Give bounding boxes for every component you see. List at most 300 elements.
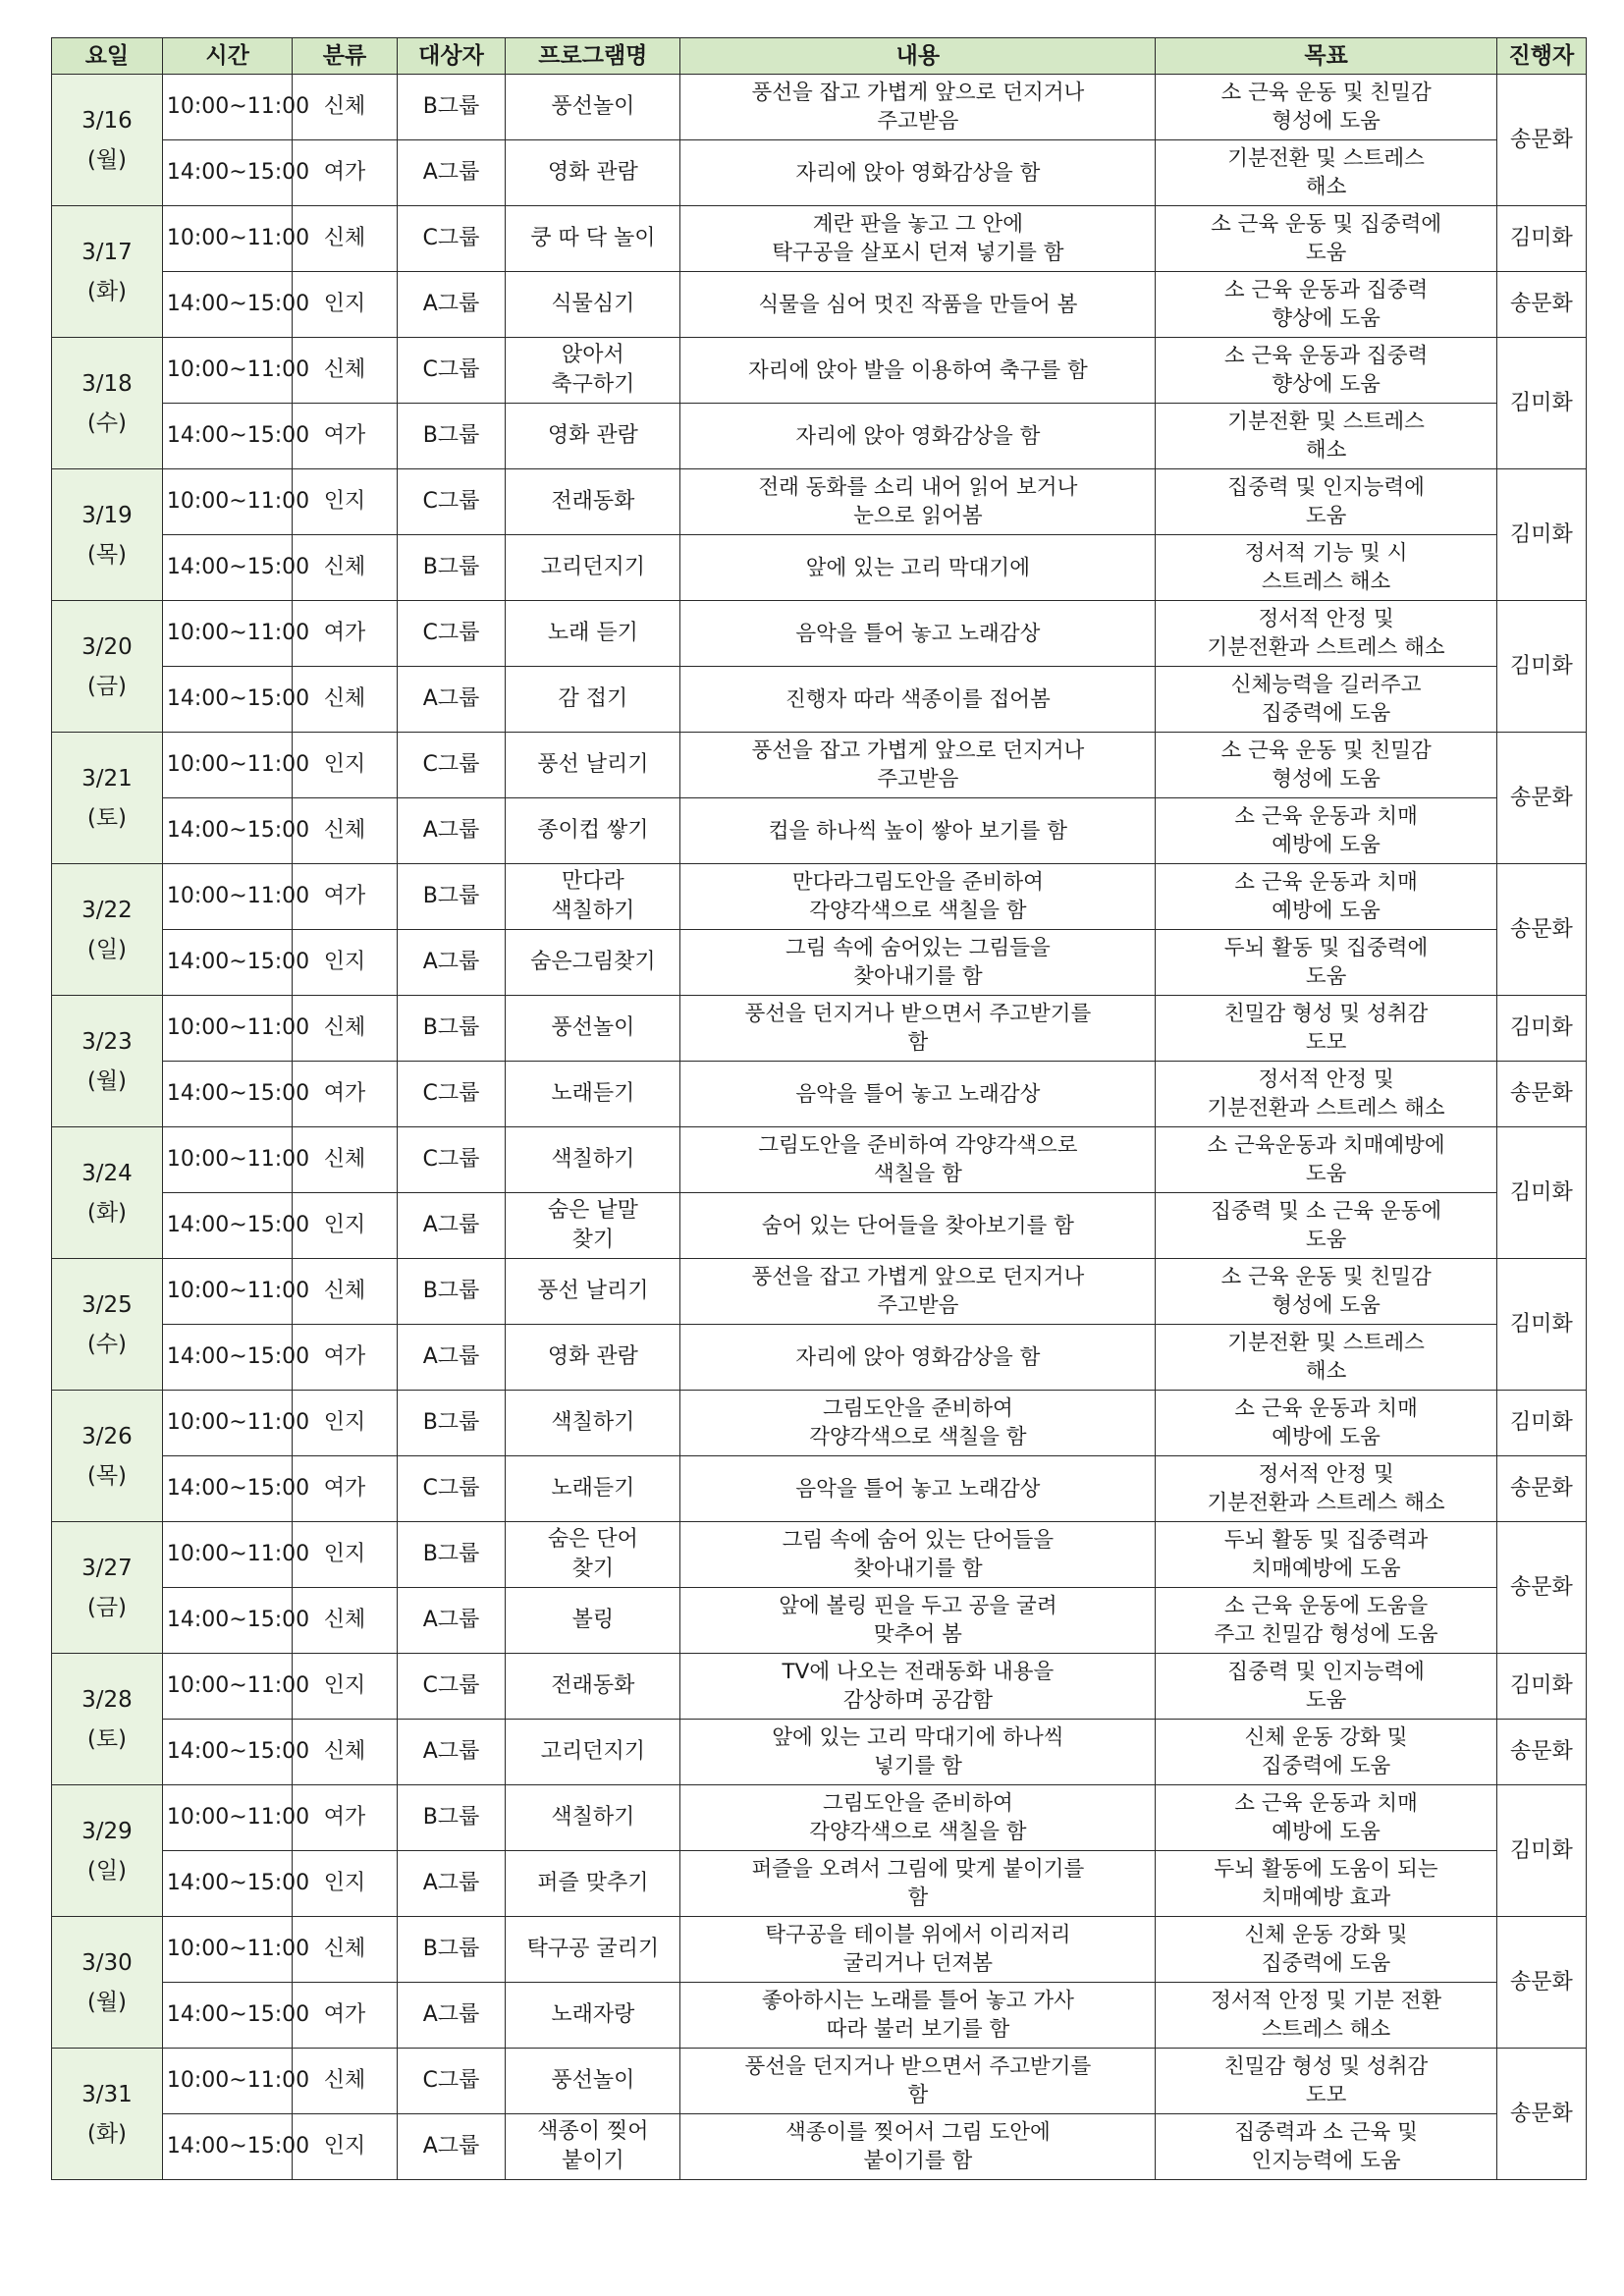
leader-cell: 송문화 <box>1496 75 1586 206</box>
program-cell: 식물심기 <box>506 272 680 338</box>
time-cell: 14:00~15:00 <box>162 404 292 469</box>
goal-cell: 소 근육운동과 치매예방에 도움 <box>1156 1127 1496 1193</box>
goal-cell: 두뇌 활동에 도움이 되는 치매예방 효과 <box>1156 1851 1496 1917</box>
target-cell: A그룹 <box>397 1851 506 1917</box>
table-row <box>52 140 1587 206</box>
target-cell: A그룹 <box>397 140 506 206</box>
target-cell: A그룹 <box>397 272 506 338</box>
category-cell: 신체 <box>293 798 397 864</box>
day-cell <box>52 864 163 996</box>
content-cell: 앞에 있는 고리 막대기에 하나씩 넣기를 함 <box>680 1720 1156 1785</box>
category-cell: 인지 <box>293 1522 397 1588</box>
table-row <box>52 601 1587 667</box>
target-cell: B그룹 <box>397 864 506 930</box>
goal-cell: 집중력과 소 근육 및 인지능력에 도움 <box>1156 2114 1496 2180</box>
weekday-label: (토) <box>86 1725 128 1752</box>
leader-cell: 송문화 <box>1496 1917 1586 2049</box>
content-cell: 풍선을 던지거나 받으면서 주고받기를 함 <box>680 996 1156 1062</box>
target-cell: C그룹 <box>397 338 506 404</box>
goal-cell: 정서적 안정 및 기분전환과 스트레스 해소 <box>1156 601 1496 667</box>
header-leader: 진행자 <box>1496 38 1586 75</box>
date-label: 3/29 <box>81 1818 133 1844</box>
leader-cell: 송문화 <box>1496 1720 1586 1785</box>
table-row <box>52 667 1587 733</box>
table-row <box>52 1456 1587 1522</box>
date-label: 3/23 <box>81 1028 133 1055</box>
program-cell: 색칠하기 <box>506 1785 680 1851</box>
time-cell: 14:00~15:00 <box>162 1588 292 1654</box>
date-label: 3/16 <box>81 107 133 134</box>
program-cell: 색칠하기 <box>506 1127 680 1193</box>
time-cell: 14:00~15:00 <box>162 140 292 206</box>
category-cell: 여가 <box>293 1785 397 1851</box>
header-time: 시간 <box>162 38 292 75</box>
leader-cell: 김미화 <box>1496 338 1586 469</box>
category-cell: 신체 <box>293 1917 397 1983</box>
header-target: 대상자 <box>397 38 506 75</box>
category-cell: 인지 <box>293 272 397 338</box>
content-cell: 음악을 틀어 놓고 노래감상 <box>680 1456 1156 1522</box>
weekday-label: (금) <box>86 673 128 699</box>
leader-cell: 김미화 <box>1496 996 1586 1062</box>
target-cell: B그룹 <box>397 1522 506 1588</box>
time-cell: 10:00~11:00 <box>162 1917 292 1983</box>
table-row <box>52 338 1587 404</box>
program-cell: 노래듣기 <box>506 1456 680 1522</box>
time-cell: 10:00~11:00 <box>162 1391 292 1456</box>
day-cell <box>52 1917 163 2049</box>
target-cell: B그룹 <box>397 1391 506 1456</box>
table-row <box>52 864 1587 930</box>
content-cell: 식물을 심어 멋진 작품을 만들어 봄 <box>680 272 1156 338</box>
day-cell <box>52 469 163 601</box>
content-cell: 탁구공을 테이블 위에서 이리저리 굴리거나 던져봄 <box>680 1917 1156 1983</box>
weekday-label: (월) <box>86 146 128 173</box>
content-cell: 앞에 볼링 핀을 두고 공을 굴려 맞추어 봄 <box>680 1588 1156 1654</box>
program-cell: 색종이 찢어 붙이기 <box>506 2114 680 2180</box>
date-label: 3/22 <box>81 897 133 923</box>
target-cell: B그룹 <box>397 1917 506 1983</box>
day-cell <box>52 1522 163 1654</box>
time-cell: 14:00~15:00 <box>162 272 292 338</box>
category-cell: 인지 <box>293 2114 397 2180</box>
time-cell: 14:00~15:00 <box>162 2114 292 2180</box>
target-cell: C그룹 <box>397 469 506 535</box>
table-row <box>52 404 1587 469</box>
program-cell: 전래동화 <box>506 469 680 535</box>
weekday-label: (월) <box>86 1989 128 2015</box>
target-cell: A그룹 <box>397 798 506 864</box>
time-cell: 10:00~11:00 <box>162 1785 292 1851</box>
table-row <box>52 206 1587 272</box>
day-cell <box>52 2049 163 2180</box>
category-cell: 여가 <box>293 1325 397 1391</box>
content-cell: TV에 나오는 전래동화 내용을 감상하며 공감함 <box>680 1654 1156 1720</box>
category-cell: 인지 <box>293 1193 397 1259</box>
content-cell: 컵을 하나씩 높이 쌓아 보기를 함 <box>680 798 1156 864</box>
target-cell: A그룹 <box>397 1193 506 1259</box>
weekday-label: (화) <box>86 2120 128 2147</box>
category-cell: 신체 <box>293 206 397 272</box>
content-cell: 진행자 따라 색종이를 접어봄 <box>680 667 1156 733</box>
target-cell: C그룹 <box>397 1062 506 1127</box>
content-cell: 풍선을 잡고 가볍게 앞으로 던지거나 주고받음 <box>680 733 1156 798</box>
content-cell: 풍선을 잡고 가볍게 앞으로 던지거나 주고받음 <box>680 1259 1156 1325</box>
goal-cell: 신체 운동 강화 및 집중력에 도움 <box>1156 1720 1496 1785</box>
program-cell: 퍼즐 맞추기 <box>506 1851 680 1917</box>
leader-cell: 송문화 <box>1496 864 1586 996</box>
header-program: 프로그램명 <box>506 38 680 75</box>
table-row <box>52 1193 1587 1259</box>
program-cell: 풍선 날리기 <box>506 733 680 798</box>
target-cell: A그룹 <box>397 1983 506 2049</box>
table-row <box>52 996 1587 1062</box>
goal-cell: 소 근육 운동과 집중력 향상에 도움 <box>1156 272 1496 338</box>
time-cell: 10:00~11:00 <box>162 864 292 930</box>
category-cell: 여가 <box>293 140 397 206</box>
leader-cell: 김미화 <box>1496 1391 1586 1456</box>
program-cell: 숨은 낱말 찾기 <box>506 1193 680 1259</box>
schedule-body <box>52 75 1587 2180</box>
time-cell: 14:00~15:00 <box>162 667 292 733</box>
program-cell: 풍선놀이 <box>506 2049 680 2114</box>
goal-cell: 소 근육 운동 및 친밀감 형성에 도움 <box>1156 75 1496 140</box>
leader-cell: 송문화 <box>1496 2049 1586 2180</box>
program-cell: 풍선 날리기 <box>506 1259 680 1325</box>
category-cell: 여가 <box>293 404 397 469</box>
target-cell: A그룹 <box>397 1588 506 1654</box>
table-row <box>52 1259 1587 1325</box>
category-cell: 여가 <box>293 601 397 667</box>
time-cell: 10:00~11:00 <box>162 338 292 404</box>
weekday-label: (목) <box>86 541 128 568</box>
date-label: 3/30 <box>81 1949 133 1976</box>
date-label: 3/26 <box>81 1423 133 1449</box>
table-row <box>52 1851 1587 1917</box>
date-label: 3/25 <box>81 1291 133 1318</box>
time-cell: 14:00~15:00 <box>162 1325 292 1391</box>
date-label: 3/20 <box>81 633 133 660</box>
category-cell: 여가 <box>293 864 397 930</box>
weekday-label: (일) <box>86 936 128 962</box>
day-cell <box>52 338 163 469</box>
day-cell <box>52 1654 163 1785</box>
goal-cell: 정서적 안정 및 기분 전환 스트레스 해소 <box>1156 1983 1496 2049</box>
goal-cell: 기분전환 및 스트레스 해소 <box>1156 140 1496 206</box>
program-schedule-table <box>51 37 1587 2180</box>
content-cell: 자리에 앉아 영화감상을 함 <box>680 140 1156 206</box>
time-cell: 14:00~15:00 <box>162 1193 292 1259</box>
time-cell: 10:00~11:00 <box>162 733 292 798</box>
target-cell: A그룹 <box>397 667 506 733</box>
category-cell: 신체 <box>293 1720 397 1785</box>
goal-cell: 신체능력을 길러주고 집중력에 도움 <box>1156 667 1496 733</box>
table-row <box>52 272 1587 338</box>
target-cell: C그룹 <box>397 1654 506 1720</box>
category-cell: 신체 <box>293 996 397 1062</box>
date-label: 3/24 <box>81 1160 133 1186</box>
content-cell: 자리에 앉아 영화감상을 함 <box>680 404 1156 469</box>
table-row <box>52 1325 1587 1391</box>
program-cell: 노래듣기 <box>506 1062 680 1127</box>
goal-cell: 정서적 안정 및 기분전환과 스트레스 해소 <box>1156 1456 1496 1522</box>
program-cell: 영화 관람 <box>506 1325 680 1391</box>
target-cell: B그룹 <box>397 75 506 140</box>
content-cell: 음악을 틀어 놓고 노래감상 <box>680 1062 1156 1127</box>
target-cell: B그룹 <box>397 996 506 1062</box>
content-cell: 색종이를 찢어서 그림 도안에 붙이기를 함 <box>680 2114 1156 2180</box>
header-row <box>52 38 1587 75</box>
weekday-label: (수) <box>86 410 128 436</box>
header-content: 내용 <box>680 38 1156 75</box>
goal-cell: 정서적 안정 및 기분전환과 스트레스 해소 <box>1156 1062 1496 1127</box>
category-cell: 여가 <box>293 1983 397 2049</box>
program-cell: 고리던지기 <box>506 1720 680 1785</box>
time-cell: 10:00~11:00 <box>162 1654 292 1720</box>
category-cell: 신체 <box>293 75 397 140</box>
category-cell: 여가 <box>293 1062 397 1127</box>
category-cell: 신체 <box>293 535 397 601</box>
goal-cell: 소 근육 운동 및 집중력에 도움 <box>1156 206 1496 272</box>
date-label: 3/21 <box>81 765 133 792</box>
date-label: 3/27 <box>81 1555 133 1581</box>
leader-cell: 김미화 <box>1496 601 1586 733</box>
time-cell: 10:00~11:00 <box>162 1522 292 1588</box>
content-cell: 풍선을 던지거나 받으면서 주고받기를 함 <box>680 2049 1156 2114</box>
content-cell: 좋아하시는 노래를 틀어 놓고 가사 따라 불러 보기를 함 <box>680 1983 1156 2049</box>
table-row <box>52 1588 1587 1654</box>
table-row <box>52 2114 1587 2180</box>
goal-cell: 소 근육 운동과 치매 예방에 도움 <box>1156 864 1496 930</box>
table-row <box>52 1720 1587 1785</box>
content-cell: 앞에 있는 고리 막대기에 <box>680 535 1156 601</box>
program-cell: 종이컵 쌓기 <box>506 798 680 864</box>
day-cell <box>52 1785 163 1917</box>
goal-cell: 기분전환 및 스트레스 해소 <box>1156 1325 1496 1391</box>
goal-cell: 친밀감 형성 및 성취감 도모 <box>1156 2049 1496 2114</box>
goal-cell: 소 근육 운동과 치매 예방에 도움 <box>1156 798 1496 864</box>
target-cell: C그룹 <box>397 1127 506 1193</box>
program-cell: 풍선놀이 <box>506 996 680 1062</box>
content-cell: 전래 동화를 소리 내어 읽어 보거나 눈으로 읽어봄 <box>680 469 1156 535</box>
leader-cell: 김미화 <box>1496 1654 1586 1720</box>
leader-cell: 송문화 <box>1496 733 1586 864</box>
target-cell: A그룹 <box>397 1720 506 1785</box>
leader-cell: 김미화 <box>1496 1785 1586 1917</box>
program-cell: 풍선놀이 <box>506 75 680 140</box>
target-cell: C그룹 <box>397 601 506 667</box>
goal-cell: 소 근육 운동 및 친밀감 형성에 도움 <box>1156 1259 1496 1325</box>
time-cell: 14:00~15:00 <box>162 1062 292 1127</box>
time-cell: 14:00~15:00 <box>162 1456 292 1522</box>
goal-cell: 소 근육 운동과 치매 예방에 도움 <box>1156 1785 1496 1851</box>
weekday-label: (수) <box>86 1331 128 1357</box>
time-cell: 14:00~15:00 <box>162 1720 292 1785</box>
goal-cell: 두뇌 활동 및 집중력과 치매예방에 도움 <box>1156 1522 1496 1588</box>
goal-cell: 소 근육 운동 및 친밀감 형성에 도움 <box>1156 733 1496 798</box>
day-cell <box>52 601 163 733</box>
category-cell: 인지 <box>293 930 397 996</box>
table-row <box>52 1062 1587 1127</box>
goal-cell: 기분전환 및 스트레스 해소 <box>1156 404 1496 469</box>
leader-cell: 송문화 <box>1496 1456 1586 1522</box>
weekday-label: (목) <box>86 1462 128 1489</box>
target-cell: B그룹 <box>397 1785 506 1851</box>
day-cell <box>52 1259 163 1391</box>
content-cell: 그림도안을 준비하여 각양각색으로 색칠을 함 <box>680 1127 1156 1193</box>
goal-cell: 두뇌 활동 및 집중력에 도움 <box>1156 930 1496 996</box>
category-cell: 인지 <box>293 733 397 798</box>
day-cell <box>52 996 163 1127</box>
time-cell: 10:00~11:00 <box>162 996 292 1062</box>
target-cell: A그룹 <box>397 2114 506 2180</box>
target-cell: C그룹 <box>397 2049 506 2114</box>
target-cell: C그룹 <box>397 1456 506 1522</box>
goal-cell: 신체 운동 강화 및 집중력에 도움 <box>1156 1917 1496 1983</box>
goal-cell: 정서적 기능 및 시 스트레스 해소 <box>1156 535 1496 601</box>
program-cell: 쿵 따 닥 놀이 <box>506 206 680 272</box>
target-cell: B그룹 <box>397 404 506 469</box>
program-cell: 앉아서 축구하기 <box>506 338 680 404</box>
content-cell: 그림 속에 숨어있는 그림들을 찾아내기를 함 <box>680 930 1156 996</box>
time-cell: 14:00~15:00 <box>162 1851 292 1917</box>
content-cell: 만다라그림도안을 준비하여 각양각색으로 색칠을 함 <box>680 864 1156 930</box>
category-cell: 인지 <box>293 1654 397 1720</box>
content-cell: 음악을 틀어 놓고 노래감상 <box>680 601 1156 667</box>
leader-cell: 송문화 <box>1496 272 1586 338</box>
table-row <box>52 1785 1587 1851</box>
program-cell: 만다라 색칠하기 <box>506 864 680 930</box>
leader-cell: 송문화 <box>1496 1062 1586 1127</box>
goal-cell: 집중력 및 인지능력에 도움 <box>1156 1654 1496 1720</box>
table-row <box>52 733 1587 798</box>
target-cell: A그룹 <box>397 930 506 996</box>
table-row <box>52 1983 1587 2049</box>
target-cell: C그룹 <box>397 733 506 798</box>
time-cell: 14:00~15:00 <box>162 798 292 864</box>
date-label: 3/18 <box>81 370 133 397</box>
table-row <box>52 469 1587 535</box>
table-row <box>52 798 1587 864</box>
target-cell: C그룹 <box>397 206 506 272</box>
table-row <box>52 1127 1587 1193</box>
program-cell: 영화 관람 <box>506 404 680 469</box>
date-label: 3/17 <box>81 239 133 265</box>
category-cell: 신체 <box>293 1127 397 1193</box>
program-cell: 숨은그림찾기 <box>506 930 680 996</box>
goal-cell: 소 근육 운동과 치매 예방에 도움 <box>1156 1391 1496 1456</box>
header-day: 요일 <box>52 38 163 75</box>
category-cell: 신체 <box>293 338 397 404</box>
program-cell: 탁구공 굴리기 <box>506 1917 680 1983</box>
content-cell: 자리에 앉아 영화감상을 함 <box>680 1325 1156 1391</box>
goal-cell: 집중력 및 인지능력에 도움 <box>1156 469 1496 535</box>
content-cell: 퍼즐을 오려서 그림에 맞게 붙이기를 함 <box>680 1851 1156 1917</box>
table-row <box>52 930 1587 996</box>
time-cell: 10:00~11:00 <box>162 75 292 140</box>
content-cell: 자리에 앉아 발을 이용하여 축구를 함 <box>680 338 1156 404</box>
day-cell <box>52 1391 163 1522</box>
time-cell: 10:00~11:00 <box>162 2049 292 2114</box>
weekday-label: (월) <box>86 1067 128 1094</box>
day-cell <box>52 733 163 864</box>
content-cell: 계란 판을 놓고 그 안에 탁구공을 살포시 던져 넣기를 함 <box>680 206 1156 272</box>
content-cell: 그림도안을 준비하여 각양각색으로 색칠을 함 <box>680 1391 1156 1456</box>
program-cell: 볼링 <box>506 1588 680 1654</box>
program-cell: 숨은 단어 찾기 <box>506 1522 680 1588</box>
time-cell: 10:00~11:00 <box>162 601 292 667</box>
goal-cell: 소 근육 운동과 집중력 향상에 도움 <box>1156 338 1496 404</box>
day-cell <box>52 206 163 338</box>
leader-cell: 김미화 <box>1496 1259 1586 1391</box>
table-row <box>52 1522 1587 1588</box>
table-row <box>52 1654 1587 1720</box>
weekday-label: (금) <box>86 1594 128 1620</box>
program-cell: 감 접기 <box>506 667 680 733</box>
content-cell: 풍선을 잡고 가볍게 앞으로 던지거나 주고받음 <box>680 75 1156 140</box>
header-category: 분류 <box>293 38 397 75</box>
date-label: 3/31 <box>81 2081 133 2107</box>
category-cell: 신체 <box>293 667 397 733</box>
category-cell: 신체 <box>293 1259 397 1325</box>
target-cell: B그룹 <box>397 1259 506 1325</box>
table-row <box>52 535 1587 601</box>
time-cell: 14:00~15:00 <box>162 535 292 601</box>
table-row <box>52 75 1587 140</box>
program-cell: 노래 듣기 <box>506 601 680 667</box>
table-row <box>52 1917 1587 1983</box>
leader-cell: 김미화 <box>1496 469 1586 601</box>
day-cell <box>52 75 163 206</box>
table-row <box>52 1391 1587 1456</box>
category-cell: 인지 <box>293 469 397 535</box>
day-cell <box>52 1127 163 1259</box>
weekday-label: (화) <box>86 1199 128 1226</box>
program-cell: 영화 관람 <box>506 140 680 206</box>
content-cell: 그림도안을 준비하여 각양각색으로 색칠을 함 <box>680 1785 1156 1851</box>
weekday-label: (토) <box>86 804 128 831</box>
category-cell: 신체 <box>293 2049 397 2114</box>
program-cell: 색칠하기 <box>506 1391 680 1456</box>
target-cell: B그룹 <box>397 535 506 601</box>
program-cell: 전래동화 <box>506 1654 680 1720</box>
weekday-label: (화) <box>86 278 128 304</box>
time-cell: 10:00~11:00 <box>162 206 292 272</box>
goal-cell: 소 근육 운동에 도움을 주고 친밀감 형성에 도움 <box>1156 1588 1496 1654</box>
date-label: 3/28 <box>81 1686 133 1713</box>
leader-cell: 김미화 <box>1496 206 1586 272</box>
header-goal: 목표 <box>1156 38 1496 75</box>
target-cell: A그룹 <box>397 1325 506 1391</box>
leader-cell: 송문화 <box>1496 1522 1586 1654</box>
time-cell: 10:00~11:00 <box>162 1127 292 1193</box>
program-cell: 노래자랑 <box>506 1983 680 2049</box>
goal-cell: 친밀감 형성 및 성취감 도모 <box>1156 996 1496 1062</box>
table-row <box>52 2049 1587 2114</box>
weekday-label: (일) <box>86 1857 128 1884</box>
date-label: 3/19 <box>81 502 133 528</box>
time-cell: 10:00~11:00 <box>162 1259 292 1325</box>
goal-cell: 집중력 및 소 근육 운동에 도움 <box>1156 1193 1496 1259</box>
time-cell: 14:00~15:00 <box>162 930 292 996</box>
category-cell: 신체 <box>293 1588 397 1654</box>
category-cell: 여가 <box>293 1456 397 1522</box>
content-cell: 숨어 있는 단어들을 찾아보기를 함 <box>680 1193 1156 1259</box>
category-cell: 인지 <box>293 1391 397 1456</box>
time-cell: 14:00~15:00 <box>162 1983 292 2049</box>
category-cell: 인지 <box>293 1851 397 1917</box>
content-cell: 그림 속에 숨어 있는 단어들을 찾아내기를 함 <box>680 1522 1156 1588</box>
